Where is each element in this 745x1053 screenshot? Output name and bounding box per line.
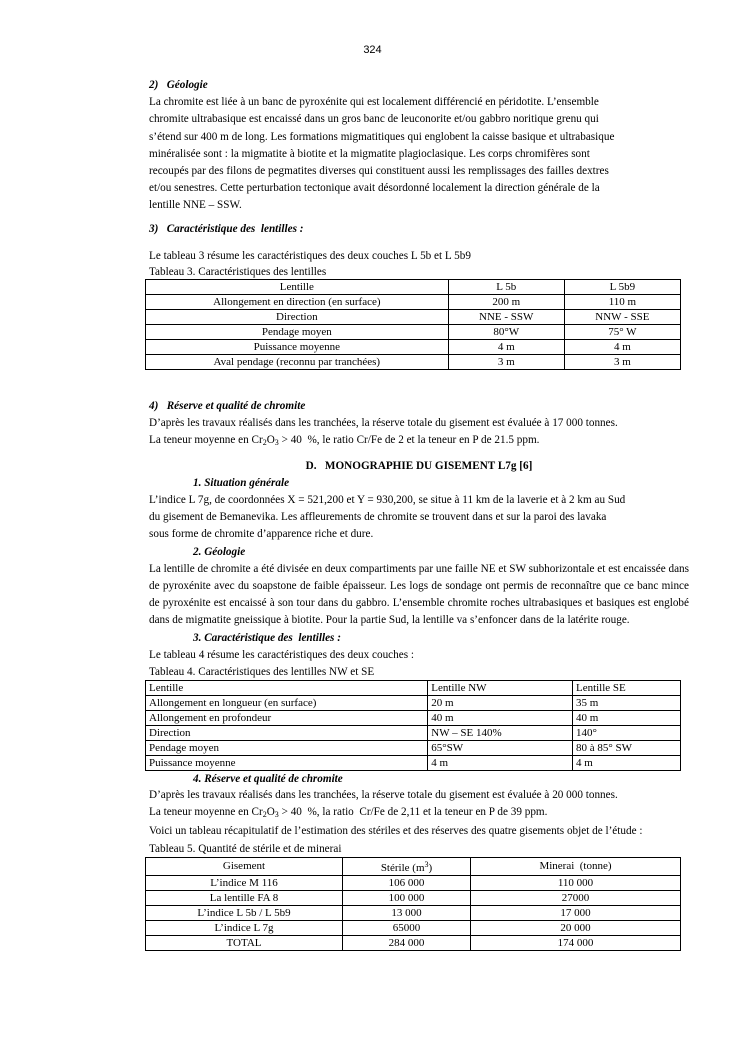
- table-cell: Pendage moyen: [146, 325, 449, 340]
- table-cell: 40 m: [572, 711, 680, 726]
- text-run: O: [266, 806, 275, 819]
- paragraph-line: chromite ultrabasique est encaissé dans un gros banc de leuconorite et/ou gabbro noritique grenu qui: [149, 113, 599, 126]
- table-row: [146, 340, 681, 355]
- table-cell: L 5b9: [564, 280, 680, 295]
- subsection-heading: 1. Situation générale: [193, 476, 290, 489]
- table-row: [146, 310, 681, 325]
- table-cell: 140°: [572, 726, 680, 741]
- table-cell: Minerai (tonne): [471, 857, 681, 875]
- table-cell: 100 000: [343, 890, 471, 905]
- paragraph-line: recoupés par des filons de pegmatites diverses qui constituent aussi les remplissages des failles dextres: [149, 165, 609, 178]
- text-run: > 40 %, la ratio Cr/Fe de 2,11 et la teneur en P de 39 ppm.: [278, 806, 548, 819]
- table-cell: 20 m: [428, 696, 573, 711]
- table-cell: 17 000: [471, 905, 681, 920]
- table-cell: La lentille FA 8: [146, 890, 343, 905]
- table-cell: Aval pendage (reconnu par tranchées): [146, 355, 449, 370]
- table-cell: 65000: [343, 920, 471, 935]
- subscript: 3: [274, 810, 279, 820]
- table-cell: NW – SE 140%: [428, 726, 573, 741]
- text-run: ): [428, 861, 433, 874]
- subsection-heading: 4. Réserve et qualité de chromite: [193, 773, 343, 786]
- table-cell: 75° W: [564, 325, 680, 340]
- text-run: O: [266, 434, 275, 447]
- subsection-heading: 2. Géologie: [193, 545, 246, 558]
- superscript: 3: [424, 859, 429, 869]
- table-4-caption: Tableau 4. Caractéristiques des lentilles NW et SE: [149, 666, 375, 679]
- page-number: 324: [363, 44, 382, 56]
- table-cell: 284 000: [343, 935, 471, 950]
- table-cell: Allongement en longueur (en surface): [146, 696, 428, 711]
- table-4-intro: Le tableau 4 résume les caractéristiques des deux couches :: [149, 648, 414, 661]
- table-cell: 35 m: [572, 696, 680, 711]
- paragraph-line: [149, 432, 689, 451]
- paragraph-line: L’indice L 7g, de coordonnées X = 521,200 et Y = 930,200, se situe à 11 km de la laverie et à 2 km au Sud: [149, 494, 626, 507]
- section-2-heading: 2) Géologie: [149, 79, 208, 91]
- paragraph-line: et/ou senestres. Cette perturbation tectonique avait désordonné localement la direction générale de la: [149, 182, 600, 195]
- table-row: [146, 741, 681, 756]
- table-row: [146, 935, 681, 950]
- document-body: [149, 77, 689, 951]
- paragraph-line: du gisement de Bemanevika. Les affleurements de chromite se trouvent dans et sur la paroi des lavaka: [149, 511, 607, 524]
- table-row: [146, 905, 681, 920]
- table-row: [146, 920, 681, 935]
- section-d-title: D. MONOGRAPHIE DU GISEMENT L7g [6]: [305, 459, 533, 472]
- paragraph: La lentille de chromite a été divisée en deux compartiments par une faille NE et SW subhorizontale et est encaissée dans de pyroxénite avec du soapstone de faible épaisseur. Les logs de sondage ont permis de reconnaître que ce banc mince de pyroxénite est encaissé à son tour dans du gabbro. L’ensemble chromite roches ultrabasiques et basiques est englobé dans de migmatite gneissique à biotite. Pour la partie Sud, la lentille va s’enfoncer dans de la latérite rouge.: [149, 562, 689, 627]
- table-cell: Direction: [146, 310, 449, 325]
- table-cell: 20 000: [471, 920, 681, 935]
- subscript: 2: [262, 438, 267, 448]
- table-cell: Lentille: [146, 681, 428, 696]
- table-cell: 4 m: [428, 756, 573, 771]
- table-row: [146, 726, 681, 741]
- table-5: [145, 857, 681, 951]
- table-row: [146, 280, 681, 295]
- table-row: [146, 696, 681, 711]
- paragraph-line: [149, 804, 689, 823]
- paragraph-line: s’étend sur 400 m de long. Les formations migmatitiques qui englobent la caisse basique et ultrabasique: [149, 130, 615, 143]
- paragraph-line: D’après les travaux réalisés dans les tranchées, la réserve totale du gisement est évaluée à 20 000 tonnes.: [149, 789, 618, 802]
- table-5-caption: Tableau 5. Quantité de stérile et de minerai: [149, 842, 342, 855]
- table-row: [146, 875, 681, 890]
- table-cell: Pendage moyen: [146, 741, 428, 756]
- table-cell: 4 m: [448, 340, 564, 355]
- table-cell: 65°SW: [428, 741, 573, 756]
- table-cell: [343, 857, 471, 875]
- table-cell: 4 m: [564, 340, 680, 355]
- table-cell: L 5b: [448, 280, 564, 295]
- subscript: 2: [262, 810, 267, 820]
- table-cell: Gisement: [146, 857, 343, 875]
- table-cell: L’indice L 5b / L 5b9: [146, 905, 343, 920]
- table-cell: NNW - SSE: [564, 310, 680, 325]
- table-cell: L’indice M 116: [146, 875, 343, 890]
- paragraph-line: minéralisée sont : la migmatite à biotite et la migmatite plagioclasique. Les corps chromifères sont: [149, 147, 590, 160]
- table-3-caption: Tableau 3. Caractéristiques des lentilles: [149, 266, 327, 279]
- table-cell: 3 m: [448, 355, 564, 370]
- text-run: Stérile (m: [380, 861, 425, 874]
- table-cell: 174 000: [471, 935, 681, 950]
- table-cell: 200 m: [448, 295, 564, 310]
- table-cell: TOTAL: [146, 935, 343, 950]
- table-4: [145, 680, 681, 771]
- paragraph: Voici un tableau récapitulatif de l’estimation des stériles et des réserves des quatre gisements objet de l’étude :: [149, 825, 643, 838]
- paragraph-line: sous forme de chromite d’apparence riche et dure.: [149, 528, 374, 541]
- table-cell: Direction: [146, 726, 428, 741]
- table-row: [146, 711, 681, 726]
- subsection-heading: 3. Caractéristique des lentilles :: [193, 631, 341, 644]
- table-cell: Allongement en direction (en surface): [146, 295, 449, 310]
- table-row: [146, 325, 681, 340]
- subscript: 3: [274, 438, 279, 448]
- text-run: La teneur moyenne en Cr: [149, 806, 263, 819]
- table-cell: Puissance moyenne: [146, 340, 449, 355]
- table-row: [146, 857, 681, 875]
- text-run: La teneur moyenne en Cr: [149, 434, 263, 447]
- table-cell: 40 m: [428, 711, 573, 726]
- table-cell: Lentille SE: [572, 681, 680, 696]
- table-cell: 4 m: [572, 756, 680, 771]
- table-cell: Allongement en profondeur: [146, 711, 428, 726]
- text-run: > 40 %, le ratio Cr/Fe de 2 et la teneur en P de 21.5 ppm.: [278, 434, 540, 447]
- table-row: [146, 756, 681, 771]
- table-cell: Lentille NW: [428, 681, 573, 696]
- table-3-intro: Le tableau 3 résume les caractéristiques des deux couches L 5b et L 5b9: [149, 249, 471, 262]
- table-cell: 106 000: [343, 875, 471, 890]
- table-cell: 27000: [471, 890, 681, 905]
- paragraph-line: lentille NNE – SSW.: [149, 199, 242, 212]
- table-cell: 110 m: [564, 295, 680, 310]
- table-cell: L’indice L 7g: [146, 920, 343, 935]
- section-3-heading: 3) Caractéristique des lentilles :: [149, 222, 304, 235]
- paragraph-line: D’après les travaux réalisés dans les tranchées, la réserve totale du gisement est évaluée à 17 000 tonnes.: [149, 417, 618, 430]
- table-cell: Puissance moyenne: [146, 756, 428, 771]
- table-cell: NNE - SSW: [448, 310, 564, 325]
- table-cell: 110 000: [471, 875, 681, 890]
- table-cell: 13 000: [343, 905, 471, 920]
- table-row: [146, 681, 681, 696]
- table-row: [146, 295, 681, 310]
- table-row: [146, 355, 681, 370]
- table-cell: 80°W: [448, 325, 564, 340]
- table-cell: 80 à 85° SW: [572, 741, 680, 756]
- table-row: [146, 890, 681, 905]
- table-cell: 3 m: [564, 355, 680, 370]
- paragraph-line: La chromite est liée à un banc de pyroxénite qui est localement différencié en péridotite. L’ensemble: [149, 96, 599, 109]
- section-4-heading: 4) Réserve et qualité de chromite: [149, 400, 306, 413]
- table-cell: Lentille: [146, 280, 449, 295]
- table-3: [145, 279, 681, 370]
